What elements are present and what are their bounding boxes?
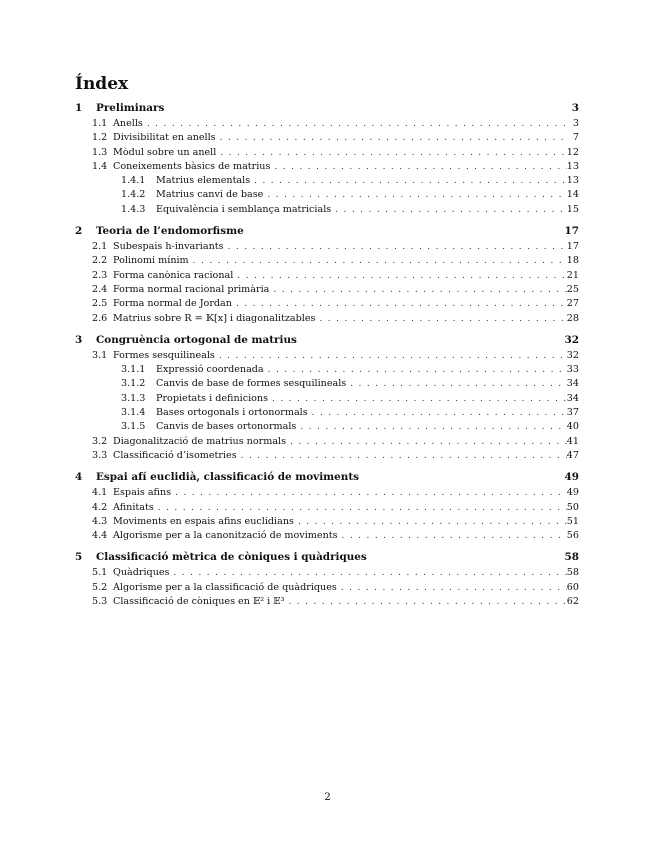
entry-title: Divisibilitat en anells: [113, 132, 216, 144]
leader-dots: [272, 392, 567, 406]
leader-dots: [147, 117, 567, 131]
entry-title: Equivalència i semblança matricials: [156, 203, 332, 215]
entry-page: 51: [566, 515, 579, 527]
toc-section-entry[interactable]: [75, 435, 579, 449]
entry-page: 41: [566, 435, 579, 447]
entry-page: 18: [566, 255, 579, 267]
toc-chapter-heading[interactable]: [75, 471, 579, 486]
chapter-number: 3: [75, 333, 83, 346]
entry-number: 4.3: [92, 515, 108, 527]
toc-subsection-entry[interactable]: [75, 377, 579, 391]
entry-page: 49: [566, 487, 579, 499]
toc-section-entry[interactable]: [75, 595, 579, 609]
toc-section-entry[interactable]: [75, 349, 579, 363]
toc-section-entry[interactable]: [75, 501, 579, 515]
toc-section-entry[interactable]: [75, 240, 579, 254]
entry-title: Propietats i definicions: [156, 392, 269, 404]
leader-dots: [158, 501, 567, 515]
entry-number: 4.2: [92, 501, 108, 513]
entry-title: Matrius canvi de base: [156, 189, 264, 201]
entry-page: 37: [566, 407, 579, 419]
leader-dots: [341, 581, 567, 595]
entry-number: 3.2: [92, 435, 108, 447]
entry-number: 1.4.3: [121, 203, 146, 215]
entry-title: Moviments en espais afins euclidians: [113, 515, 294, 527]
toc-chapter-heading[interactable]: [75, 225, 579, 240]
leader-dots: [290, 435, 567, 449]
entry-page: 13: [566, 160, 579, 172]
toc-section-entry[interactable]: [75, 254, 579, 268]
entry-page: 7: [572, 132, 579, 144]
leader-dots: [267, 188, 566, 202]
entry-number: 5.1: [92, 567, 108, 579]
entry-page: 12: [566, 146, 579, 158]
toc-subsection-entry[interactable]: [75, 174, 579, 188]
toc-chapter: [75, 471, 579, 543]
toc-chapter-heading[interactable]: [75, 102, 579, 117]
leader-dots: [241, 449, 567, 463]
entry-title: Diagonalització de matrius normals: [113, 435, 287, 447]
entry-title: Mòdul sobre un anell: [113, 146, 217, 158]
entry-title: Expressió coordenada: [156, 364, 264, 376]
entry-number: 2.4: [92, 283, 108, 295]
entry-title: Matrius sobre R = 𝕂[x] i diagonalitzables: [113, 312, 316, 324]
entry-number: 3.1.4: [121, 407, 146, 419]
toc-section-entry[interactable]: [75, 529, 579, 543]
leader-dots: [173, 566, 566, 580]
entry-page: 40: [566, 421, 579, 433]
toc-section-entry[interactable]: [75, 515, 579, 529]
chapter-page: 17: [564, 225, 579, 238]
entry-number: 2.5: [92, 298, 108, 310]
chapter-page: 58: [564, 551, 579, 564]
leader-dots: [193, 254, 567, 268]
entry-title: Forma normal racional primària: [113, 283, 270, 295]
leader-dots: [288, 595, 566, 609]
entry-title: Forma normal de Jordan: [113, 298, 232, 310]
toc-subsection-entry[interactable]: [75, 392, 579, 406]
leader-dots: [274, 160, 566, 174]
chapter-number: 4: [75, 471, 83, 484]
toc-section-entry[interactable]: [75, 283, 579, 297]
entry-page: 56: [566, 530, 579, 542]
toc-subsection-entry[interactable]: [75, 406, 579, 420]
entry-title: Quàdriques: [113, 567, 170, 579]
toc-section-entry[interactable]: [75, 486, 579, 500]
entry-number: 3.1.1: [121, 364, 146, 376]
toc-subsection-entry[interactable]: [75, 420, 579, 434]
entry-title: Classificació d’isometries: [113, 449, 237, 461]
chapter-page: 49: [564, 471, 579, 484]
entry-page: 3: [572, 118, 579, 129]
toc-chapter-heading[interactable]: [75, 334, 579, 349]
leader-dots: [268, 363, 567, 377]
entry-page: 13: [566, 175, 579, 187]
toc-chapter: [75, 102, 579, 217]
leader-dots: [219, 349, 567, 363]
toc-section-entry[interactable]: [75, 117, 579, 131]
toc-chapter: [75, 225, 579, 326]
chapter-title: Teoria de l’endomorfisme: [96, 225, 244, 238]
entry-title: Formes sesquilineals: [113, 349, 215, 361]
entry-page: 47: [566, 449, 579, 461]
entry-number: 1.2: [92, 132, 108, 144]
entry-page: 21: [566, 269, 579, 281]
chapter-title: Preliminars: [96, 102, 165, 114]
entry-page: 58: [566, 567, 579, 579]
toc-section-entry[interactable]: [75, 160, 579, 174]
leader-dots: [237, 269, 566, 283]
entry-page: 33: [566, 364, 579, 376]
entry-number: 4.4: [92, 530, 108, 542]
entry-number: 1.3: [92, 146, 108, 158]
entry-page: 34: [566, 392, 579, 404]
entry-title: Classificació de còniques en 𝔼² i 𝔼³: [113, 596, 285, 608]
entry-number: 3.1: [92, 349, 108, 361]
entry-number: 1.1: [92, 118, 108, 129]
chapter-number: 5: [75, 551, 83, 564]
entry-page: 50: [566, 501, 579, 513]
entry-number: 1.4.1: [121, 175, 146, 187]
entry-page: 34: [566, 378, 579, 390]
leader-dots: [342, 529, 567, 543]
entry-title: Coneixements bàsics de matrius: [113, 160, 271, 172]
entry-number: 5.2: [92, 581, 108, 593]
leader-dots: [236, 297, 567, 311]
entry-page: 15: [566, 203, 579, 215]
leader-dots: [220, 131, 567, 145]
toc-subsection-entry[interactable]: [75, 203, 579, 217]
leader-dots: [335, 203, 567, 217]
chapter-title: Espai afí euclidià, classificació de moviments: [96, 471, 359, 484]
entry-number: 3.3: [92, 449, 108, 461]
entry-page: 62: [566, 596, 579, 608]
toc-chapter: [75, 334, 579, 463]
toc-section-entry[interactable]: [75, 581, 579, 595]
leader-dots: [350, 377, 567, 391]
entry-page: 27: [566, 298, 579, 310]
leader-dots: [300, 420, 566, 434]
toc-subsection-entry[interactable]: [75, 188, 579, 202]
table-of-contents: [75, 102, 579, 617]
leader-dots: [273, 283, 566, 297]
leader-dots: [254, 174, 567, 188]
entry-number: 5.3: [92, 596, 108, 608]
leader-dots: [319, 312, 566, 326]
entry-number: 2.6: [92, 312, 108, 324]
entry-title: Algorisme per a la canonització de moviments: [113, 530, 338, 542]
entry-page: 28: [566, 312, 579, 324]
entry-title: Forma canònica racional: [113, 269, 234, 281]
entry-page: 25: [566, 283, 579, 295]
entry-number: 4.1: [92, 487, 108, 499]
chapter-title: Congruència ortogonal de matrius: [96, 333, 297, 346]
entry-title: Algorisme per a la classificació de quàdriques: [113, 581, 337, 593]
entry-page: 32: [566, 349, 579, 361]
toc-section-entry[interactable]: [75, 566, 579, 580]
entry-title: Espais afins: [113, 487, 172, 499]
entry-title: Canvis de bases ortonormals: [156, 421, 297, 433]
toc-section-entry[interactable]: [75, 297, 579, 311]
toc-section-entry[interactable]: [75, 449, 579, 463]
entry-number: 2.2: [92, 255, 108, 267]
chapter-page: 32: [564, 333, 579, 346]
toc-section-entry[interactable]: [75, 269, 579, 283]
entry-title: Bases ortogonals i ortonormals: [156, 407, 308, 419]
entry-number: 1.4.2: [121, 189, 146, 201]
toc-section-entry[interactable]: [75, 146, 579, 160]
leader-dots: [228, 240, 567, 254]
entry-page: 14: [566, 189, 579, 201]
page-title: Índex: [75, 74, 129, 94]
entry-number: 2.1: [92, 241, 108, 253]
toc-subsection-entry[interactable]: [75, 363, 579, 377]
toc-section-entry[interactable]: [75, 131, 579, 145]
entry-number: 1.4: [92, 160, 108, 172]
chapter-page: 3: [571, 102, 579, 114]
leader-dots: [175, 486, 567, 500]
leader-dots: [298, 515, 567, 529]
entry-title: Afinitats: [113, 501, 154, 513]
entry-title: Polinomi mínim: [113, 255, 189, 267]
leader-dots: [220, 146, 566, 160]
entry-number: 3.1.3: [121, 392, 146, 404]
entry-title: Subespais h-invariants: [113, 241, 224, 253]
entry-number: 3.1.2: [121, 378, 146, 390]
entry-page: 17: [566, 241, 579, 253]
chapter-number: 2: [75, 225, 83, 238]
entry-page: 60: [566, 581, 579, 593]
entry-title: Matrius elementals: [156, 175, 251, 187]
entry-number: 3.1.5: [121, 421, 146, 433]
chapter-number: 1: [75, 102, 83, 114]
toc-chapter: [75, 551, 579, 609]
page-number: 2: [324, 792, 331, 803]
toc-chapter-heading[interactable]: [75, 551, 579, 566]
toc-section-entry[interactable]: [75, 312, 579, 326]
entry-number: 2.3: [92, 269, 108, 281]
entry-title: Canvis de base de formes sesquilineals: [156, 378, 347, 390]
leader-dots: [312, 406, 567, 420]
chapter-title: Classificació mètrica de còniques i quàdriques: [96, 551, 367, 564]
entry-title: Anells: [113, 118, 143, 129]
